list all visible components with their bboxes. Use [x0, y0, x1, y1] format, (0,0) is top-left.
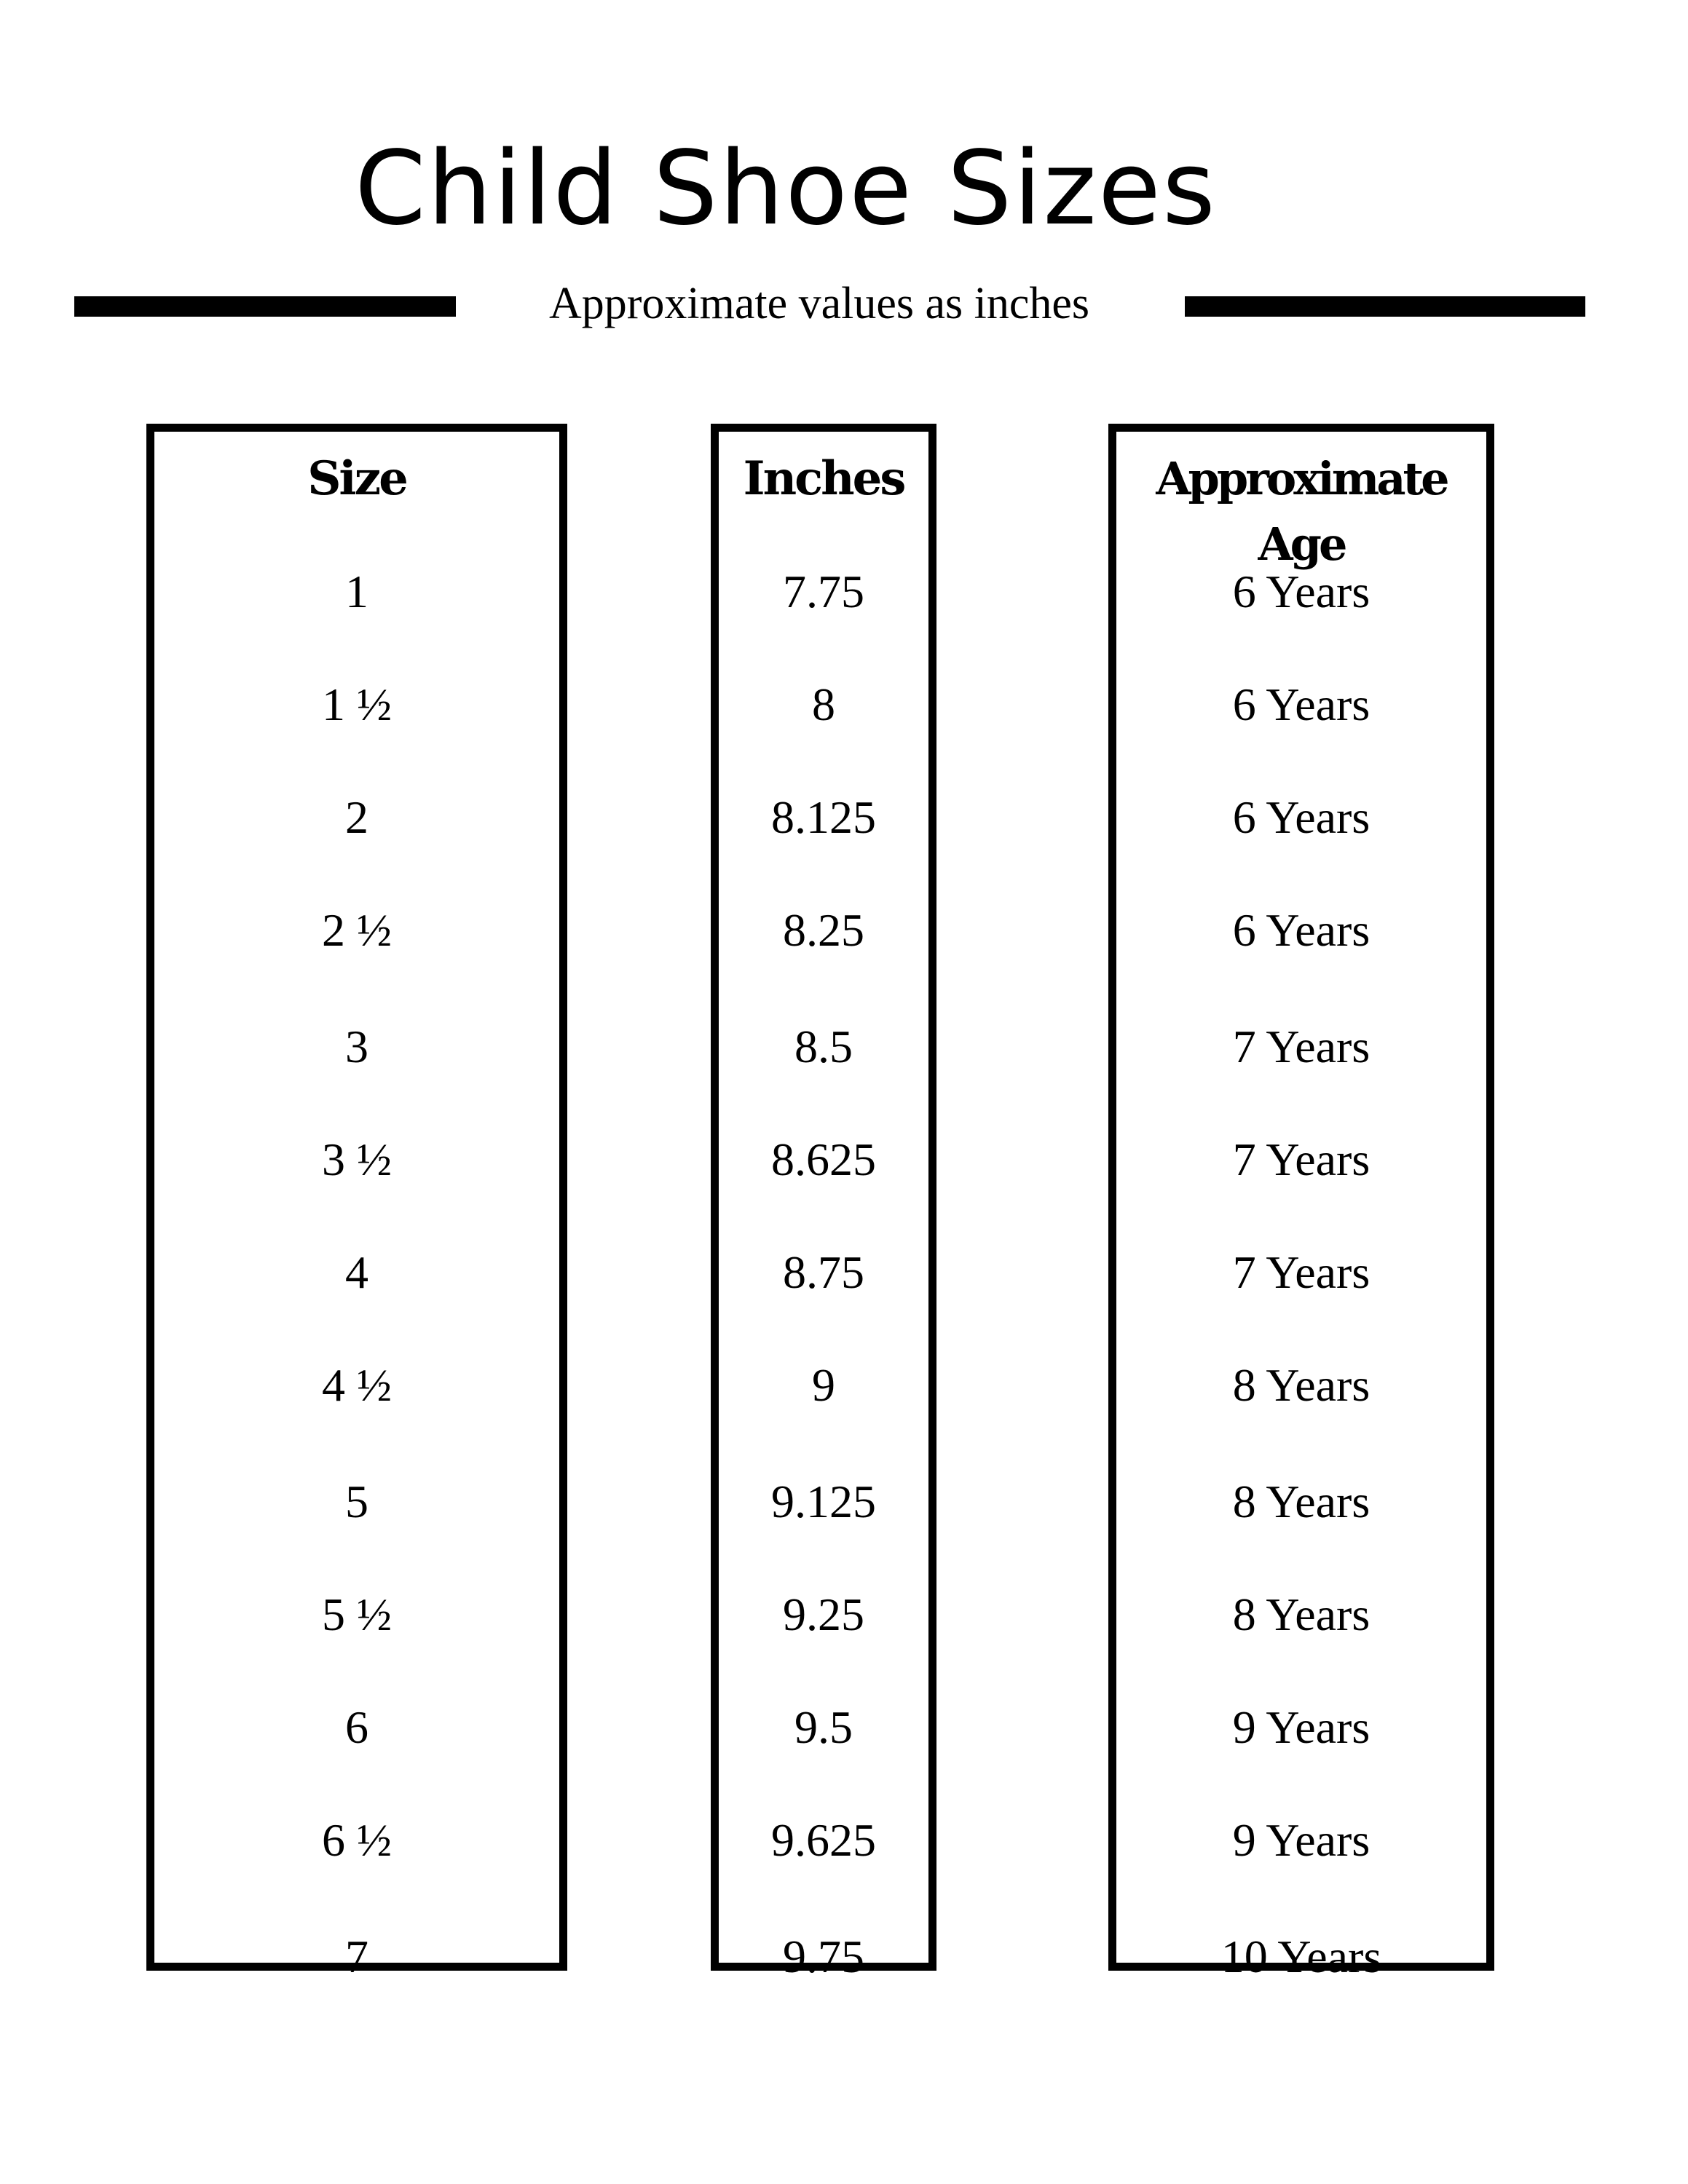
- table-cell: 6 ½: [322, 1814, 392, 1866]
- table-cell: 1 ½: [322, 678, 392, 730]
- table-cell: 6 Years: [1232, 678, 1370, 730]
- table-cell: 8 Years: [1232, 1476, 1370, 1527]
- table-cell: 8 Years: [1232, 1359, 1370, 1411]
- table-cell: 2: [345, 791, 368, 843]
- table-cell: 9.5: [794, 1701, 853, 1753]
- table-cell: 9: [812, 1359, 835, 1411]
- table-cell: 7: [345, 1931, 368, 1982]
- table-cell: 5 ½: [322, 1588, 392, 1640]
- inches-column: [711, 424, 936, 1982]
- size-column-header: Size: [307, 451, 406, 506]
- table-cell: 4: [345, 1246, 368, 1298]
- table-cell: 8 Years: [1232, 1588, 1370, 1640]
- age-column-header: Approximate Age: [1156, 452, 1447, 571]
- table-cell: 6 Years: [1232, 904, 1370, 956]
- table-cell: 7 Years: [1232, 1021, 1370, 1072]
- table-cell: 3: [345, 1021, 368, 1072]
- size-column: [146, 424, 567, 1982]
- table-cell: 4 ½: [322, 1359, 392, 1411]
- table-cell: 9.25: [783, 1588, 864, 1640]
- table-cell: 8.25: [783, 904, 864, 956]
- table-cell: 8.125: [771, 791, 876, 843]
- table-cell: 7 Years: [1232, 1133, 1370, 1185]
- table-cell: 9.75: [783, 1931, 864, 1982]
- table-cell: 9 Years: [1232, 1701, 1370, 1753]
- table-cell: 9 Years: [1232, 1814, 1370, 1866]
- table-cell: 6 Years: [1232, 566, 1370, 617]
- table-cell: 3 ½: [322, 1133, 392, 1185]
- table-cell: 10 Years: [1220, 1931, 1382, 1982]
- table-cell: 9.625: [771, 1814, 876, 1866]
- page-subtitle: Approximate values as inches: [548, 279, 1090, 328]
- table-cell: 8.625: [771, 1133, 876, 1185]
- table-cell: 8.75: [783, 1246, 864, 1298]
- table-cell: 2 ½: [322, 904, 392, 956]
- table-cell: 8.5: [794, 1021, 853, 1072]
- inches-column-header: Inches: [743, 451, 904, 506]
- table-cell: 1: [345, 566, 368, 617]
- age-column: [1108, 424, 1494, 1982]
- table-cell: 5: [345, 1476, 368, 1527]
- right-divider: [1185, 296, 1585, 317]
- table-cell: 6 Years: [1232, 791, 1370, 843]
- table-cell: 7.75: [783, 566, 864, 617]
- table-cell: 9.125: [771, 1476, 876, 1527]
- left-divider: [74, 296, 456, 317]
- table-cell: 6: [345, 1701, 368, 1753]
- table-cell: 7 Years: [1232, 1246, 1370, 1298]
- page-title: Child Shoe Sizes: [355, 130, 1217, 248]
- table-cell: 8: [812, 678, 835, 730]
